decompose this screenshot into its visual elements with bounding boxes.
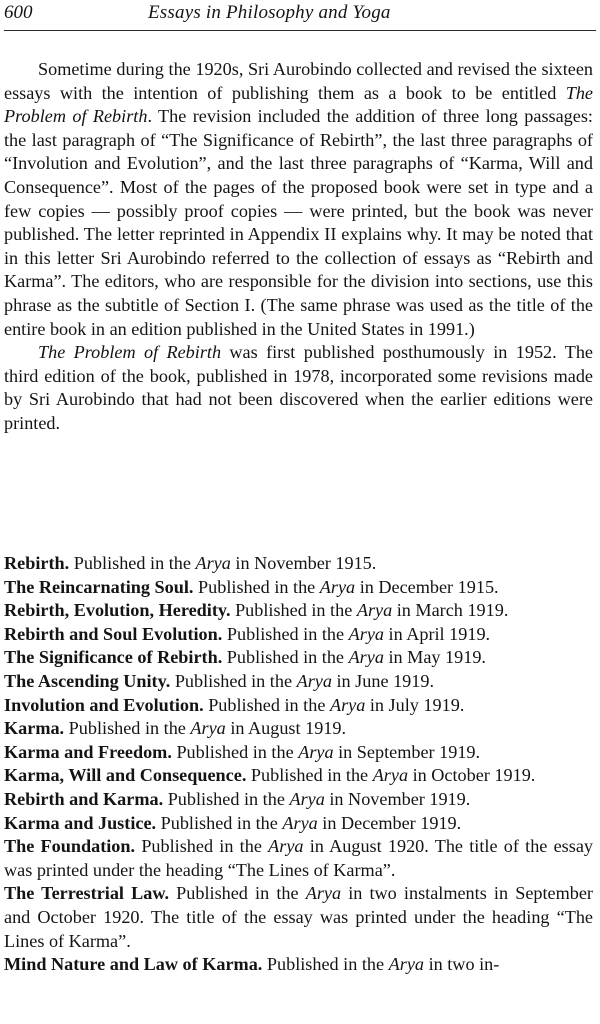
publication-entry: Rebirth and Karma. Published in the Arya in November 1919.	[4, 788, 471, 809]
paragraph: Sometime during the 1920s, Sri Aurobindo collected and revised the sixteen essays with the intention of publishing them as a book to be entitled The Problem of Rebirth. The revision included the addition of three long passages: the last paragraph of “The Significance of Rebirth”, the last three paragraphs of “Involution and Evolution”, and the last three paragraphs of “Karma, Will and Consequence”. Most of the pages of the proposed book were set in type and a few copies — possibly proof copies — were printed, but the book was never published. The letter reprinted in Appendix II explains why. It may be noted that in this letter Sri Aurobindo referred to the collection of essays as “Rebirth and Karma”. The editors, who are responsible for the division into sections, use this phrase as the subtitle of Section I. (The same phrase was used as the title of the entire book in an edition published in the United States in 1991.)	[4, 59, 593, 339]
essay-title: Karma and Justice.	[4, 812, 157, 833]
running-title: Essays in Philosophy and Yoga	[148, 2, 391, 23]
book-title: The Problem of Rebirth	[38, 342, 222, 363]
publication-entry: The Foundation. Published in the Arya in August 1920. The title of the essay was printed under the heading “The Lines of Karma”.	[4, 836, 594, 880]
paragraph: The Problem of Rebirth was first published posthumously in 1952. The third edition of the book, published in 1978, incorporated some revisions made by Sri Aurobindo that had not been discovered when the earlier editions were printed.	[4, 342, 593, 433]
journal-name: Arya	[305, 883, 342, 904]
essay-title: Rebirth.	[4, 553, 70, 573]
publication-entry: Mind Nature and Law of Karma. Published in the Arya in two in-	[4, 954, 500, 975]
journal-name: Arya	[329, 694, 366, 715]
publication-entry: The Terrestrial Law. Published in the Arya in two instalments in September and October 1920. The title of the essay was printed under the heading “The Lines of Karma”.	[4, 883, 593, 951]
essay-title: The Ascending Unity.	[4, 670, 171, 691]
essay-title: The Significance of Rebirth.	[4, 647, 223, 668]
essay-title: Karma, Will and Consequence.	[4, 765, 247, 786]
publication-entry: Rebirth. Published in the Arya in November 1915.	[4, 553, 377, 573]
essay-title: Mind Nature and Law of Karma.	[4, 954, 263, 975]
journal-name: Arya	[348, 623, 384, 644]
journal-name: Arya	[388, 954, 425, 975]
journal-name: Arya	[296, 670, 332, 691]
essay-title: The Terrestrial Law.	[4, 883, 170, 904]
journal-name: Arya	[298, 741, 334, 762]
journal-name: Arya	[348, 647, 384, 668]
journal-name: Arya	[372, 765, 409, 786]
essay-title: Involution and Evolution.	[4, 694, 204, 715]
journal-name: Arya	[319, 576, 356, 597]
publication-entry: Karma and Justice. Published in the Arya in December 1919.	[4, 812, 462, 833]
running-header	[4, 0, 596, 31]
page-number: 600	[4, 2, 33, 23]
publication-entry: The Ascending Unity. Published in the Arya in June 1919.	[4, 670, 434, 691]
book-title: The Problem of Rebirth	[4, 82, 593, 127]
journal-name: Arya	[268, 836, 304, 857]
journal-name: Arya	[190, 718, 226, 739]
publication-entry: The Significance of Rebirth. Published in the Arya in May 1919.	[4, 647, 486, 668]
essay-title: Rebirth, Evolution, Heredity.	[4, 600, 231, 621]
publication-entry: The Reincarnating Soul. Published in the Arya in December 1915.	[4, 576, 499, 597]
publication-entry: Karma. Published in the Arya in August 1919.	[4, 718, 347, 739]
publication-list	[4, 552, 593, 977]
publication-entry: Rebirth and Soul Evolution. Published in the Arya in April 1919.	[4, 623, 491, 644]
journal-name: Arya	[195, 553, 231, 573]
essay-title: The Reincarnating Soul.	[4, 576, 194, 597]
body-text	[4, 58, 593, 436]
essay-title: Rebirth and Soul Evolution.	[4, 623, 223, 644]
publication-entry: Karma, Will and Consequence. Published in the Arya in October 1919.	[4, 765, 536, 786]
essay-title: Karma.	[4, 718, 65, 739]
essay-title: Karma and Freedom.	[4, 741, 172, 762]
journal-name: Arya	[289, 788, 325, 809]
journal-name: Arya	[282, 812, 318, 833]
essay-title: Rebirth and Karma.	[4, 788, 164, 809]
publication-entry: Involution and Evolution. Published in the Arya in July 1919.	[4, 694, 465, 715]
essay-title: The Foundation.	[4, 836, 136, 857]
journal-name: Arya	[356, 600, 393, 621]
publication-entry: Rebirth, Evolution, Heredity. Published in the Arya in March 1919.	[4, 600, 509, 621]
publication-entry: Karma and Freedom. Published in the Arya in September 1919.	[4, 741, 481, 762]
